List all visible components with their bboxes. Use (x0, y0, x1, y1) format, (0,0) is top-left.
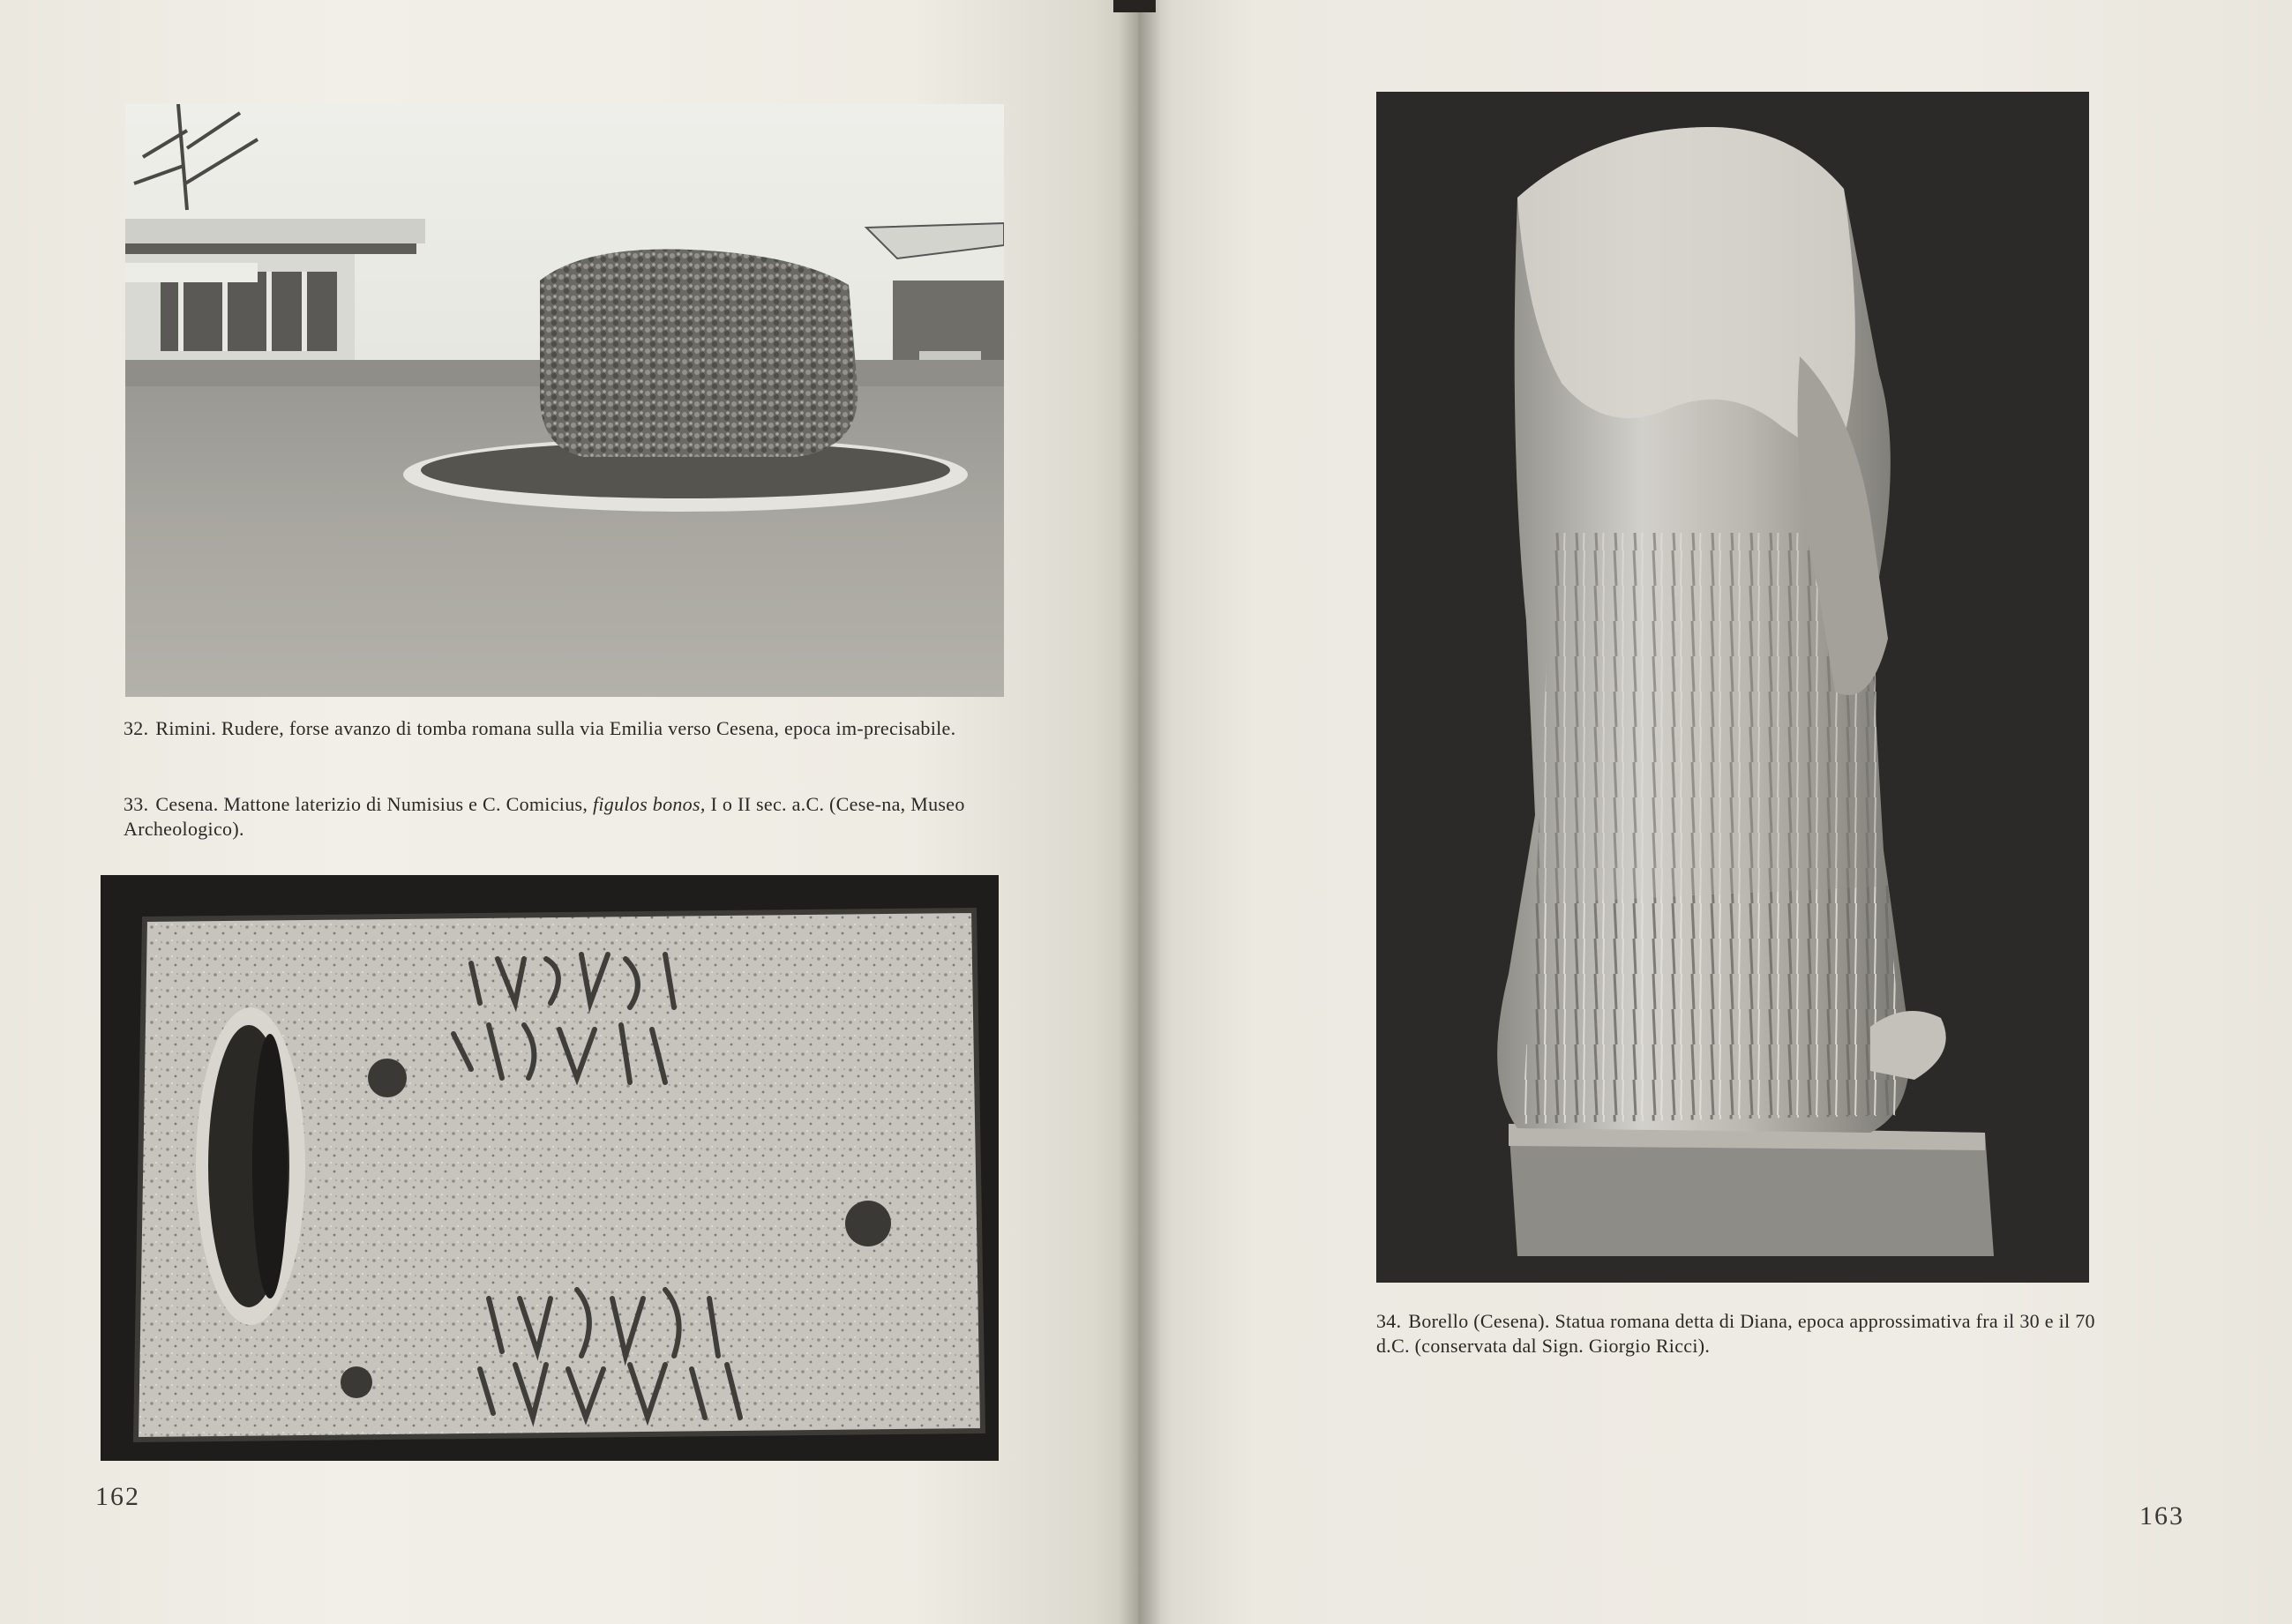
figure-33-text-before: Cesena. Mattone laterizio di Numisius e C. Comicius, (155, 793, 593, 815)
left-page-number: 162 (95, 1482, 140, 1511)
figure-32-text: Rimini. Rudere, forse avanzo di tomba romana sulla via Emilia verso Cesena, epoca im-precisabile. (155, 717, 956, 739)
left-page (0, 0, 1138, 1624)
figure-33-photo (101, 875, 999, 1461)
figure-34-text: Borello (Cesena). Statua romana detta di Diana, epoca approssimativa fra il 30 e il 70 d.C. (conservata dal Sign. Giorgio Ricci). (1376, 1310, 2095, 1357)
figure-33-caption (124, 792, 1004, 842)
figure-32-photo (125, 104, 1004, 697)
book-spine-edge (1113, 0, 1156, 12)
tomb-ruin-photo (125, 104, 1004, 697)
figure-34-photo (1376, 92, 2089, 1283)
right-page (1138, 0, 2292, 1624)
inscribed-brick-photo (101, 875, 999, 1461)
right-page-number: 163 (2139, 1501, 2184, 1530)
book-gutter (1119, 0, 1161, 1624)
draped-statue-photo (1376, 92, 2089, 1283)
figure-33-text-italic: figulos bonos, (592, 793, 706, 815)
figure-34-number: 34. (1376, 1310, 1402, 1332)
figure-33-number: 33. (124, 793, 149, 815)
figure-32-caption (124, 716, 1004, 741)
figure-33-text-after: I o II sec. a.C. (Cese-na, Museo Archeologico). (124, 793, 965, 840)
figure-34-caption (1376, 1309, 2100, 1358)
figure-32-number: 32. (124, 717, 149, 739)
